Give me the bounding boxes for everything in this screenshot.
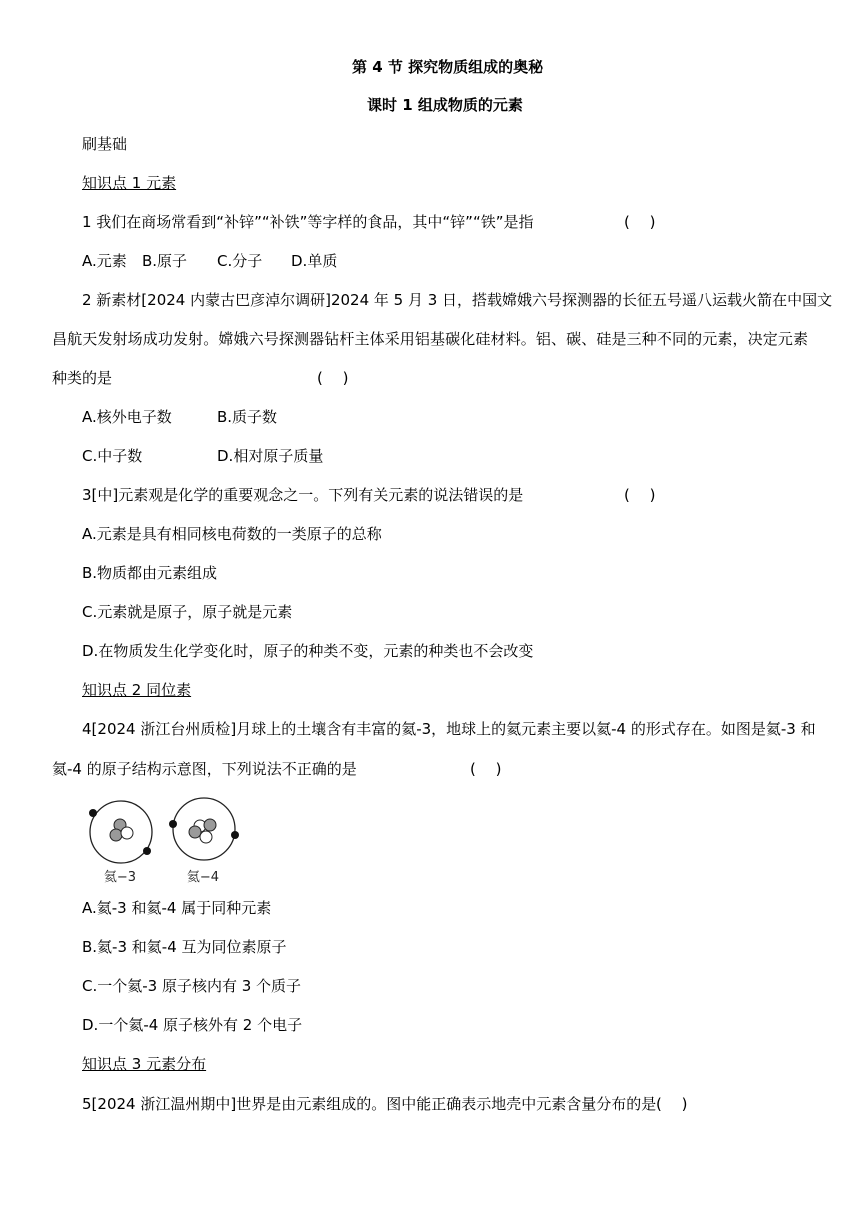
- he4-proton: [204, 819, 216, 831]
- he3-proton: [110, 829, 122, 841]
- q3-answer-paren: ( ): [624, 486, 656, 504]
- he3-electron: [89, 809, 97, 817]
- q3-option: D.在物质发生化学变化时，原子的种类不变，元素的种类也不会改变: [82, 642, 534, 660]
- q5-stem: 5[2024 浙江温州期中]世界是由元素组成的。图中能正确表示地壳中元素含量分布的是: [82, 1095, 657, 1113]
- q4-option: D.一个氦-4 原子核外有 2 个电子: [82, 1016, 303, 1034]
- q2-line: 昌航天发射场成功发射。嫦娥六号探测器钻杆主体采用铝基碳化硅材料。铝、碳、硅是三种不同的元素，决定元素: [52, 330, 808, 348]
- q1-option: B.原子: [142, 252, 188, 270]
- q4-line: 氦-4 的原子结构示意图，下列说法不正确的是: [52, 760, 357, 778]
- q2-option: D.相对原子质量: [217, 447, 324, 465]
- q3-stem: 3[中]元素观是化学的重要观念之一。下列有关元素的说法错误的是: [82, 486, 524, 504]
- q4-answer-paren: ( ): [470, 760, 502, 778]
- q1-option: A.元素: [82, 252, 127, 270]
- q2-option: C.中子数: [82, 447, 143, 465]
- q1-stem: 1 我们在商场常看到“补锌”“补铁”等字样的食品，其中“锌”“铁”是指: [82, 213, 534, 231]
- heading: 刷基础: [82, 135, 128, 153]
- q4-option: A.氦-3 和氦-4 属于同种元素: [82, 899, 272, 917]
- q2-line: 2 新素材[2024 内蒙古巴彦淖尔调研]2024 年 5 月 3 日，搭载嫦娥六号探测器的长征五号遥八运载火箭在中国文: [82, 291, 833, 309]
- he3-electron: [143, 847, 151, 855]
- q2-answer-paren: ( ): [317, 369, 349, 387]
- knowledge-point-2: 知识点 2 同位素: [82, 681, 192, 699]
- he4-electron: [169, 820, 177, 828]
- section-title: 第 4 节 探究物质组成的奥秘: [352, 58, 544, 76]
- q2-option: B.质子数: [217, 408, 278, 426]
- knowledge-point-3: 知识点 3 元素分布: [82, 1055, 207, 1073]
- q1-option: D.单质: [291, 252, 338, 270]
- q1-answer-paren: ( ): [624, 213, 656, 231]
- he3-neutron: [121, 827, 133, 839]
- he4-electron: [231, 831, 239, 839]
- he4-label: 氦−4: [186, 870, 220, 885]
- q4-option: B.氦-3 和氦-4 互为同位素原子: [82, 938, 287, 956]
- lesson-title: 课时 1 组成物质的元素: [367, 96, 523, 114]
- he3-label: 氦−3: [103, 870, 137, 885]
- knowledge-point-1: 知识点 1 元素: [82, 174, 177, 192]
- q5-answer-paren: ( ): [656, 1095, 688, 1113]
- q2-option: A.核外电子数: [82, 408, 172, 426]
- he4-neutron: [200, 831, 212, 843]
- q1-option: C.分子: [217, 252, 263, 270]
- he4-proton: [189, 826, 201, 838]
- q2-line: 种类的是: [52, 369, 113, 387]
- q3-option: C.元素就是原子，原子就是元素: [82, 603, 293, 621]
- q4-line: 4[2024 浙江台州质检]月球上的土壤含有丰富的氦-3，地球上的氦元素主要以氦-4 的形式存在。如图是氦-3 和: [82, 720, 816, 738]
- q3-option: B.物质都由元素组成: [82, 564, 218, 582]
- q4-option: C.一个氦-3 原子核内有 3 个质子: [82, 977, 302, 995]
- helium-isotope-diagram: [78, 795, 248, 890]
- q3-option: A.元素是具有相同核电荷数的一类原子的总称: [82, 525, 382, 543]
